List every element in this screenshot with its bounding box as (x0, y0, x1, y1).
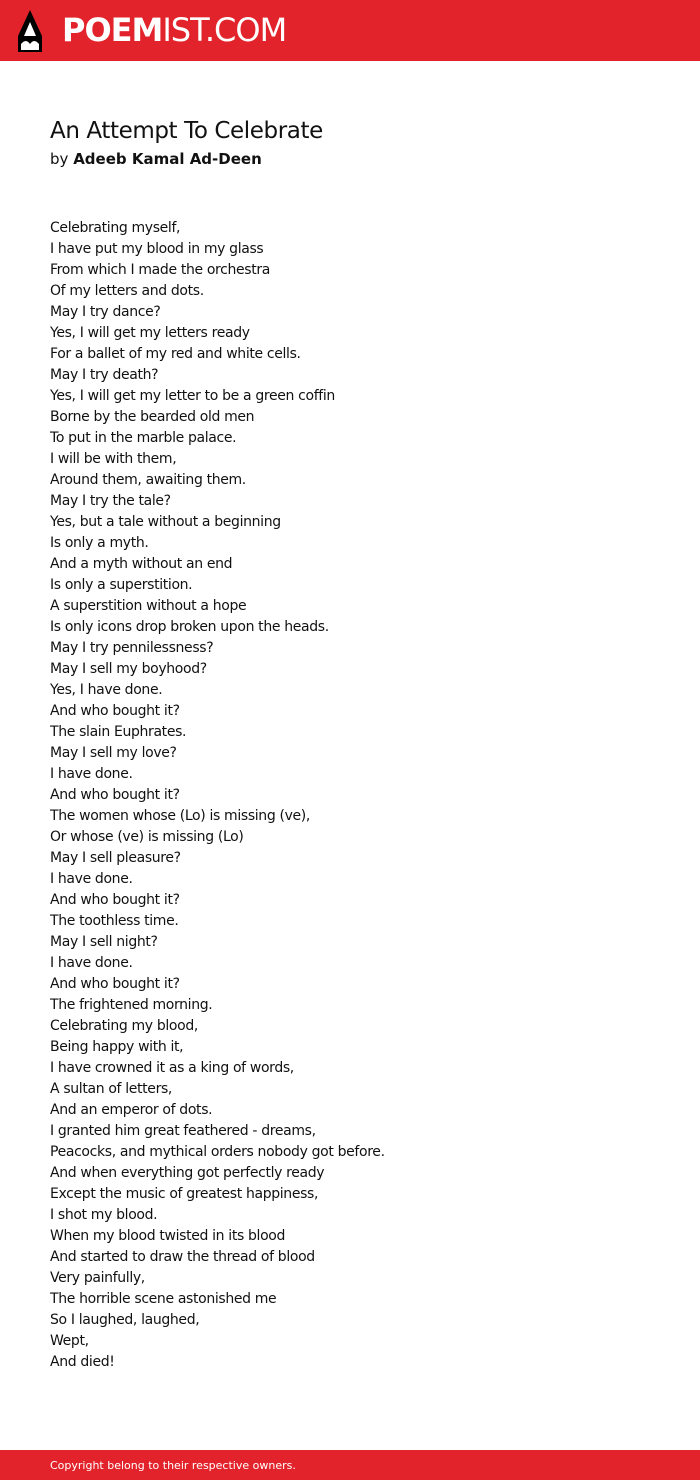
poem-line: Except the music of greatest happiness, (50, 1186, 319, 1202)
poem-line: Very painfully, (50, 1270, 145, 1286)
poem-line: And died! (50, 1354, 115, 1370)
poem-line: I have put my blood in my glass (50, 241, 264, 257)
poem-line: The toothless time. (50, 913, 179, 929)
by-label: by (50, 150, 69, 168)
poem-line: From which I made the orchestra (50, 262, 271, 278)
poem-line: Yes, I will get my letter to be a green coffin (50, 388, 335, 404)
poem-line: I granted him great feathered - dreams, (50, 1123, 316, 1139)
poem-line: And who bought it? (50, 787, 180, 803)
poem-line: Borne by the bearded old men (50, 409, 255, 425)
poem-line: May I sell night? (50, 934, 158, 950)
poem-line: Yes, I have done. (50, 682, 163, 698)
poem-line: A sultan of letters, (50, 1081, 173, 1097)
poem-line: Peacocks, and mythical orders nobody got before. (50, 1144, 385, 1160)
poem-line: May I sell my boyhood? (50, 661, 207, 677)
poem-line: When my blood twisted in its blood (50, 1228, 286, 1244)
poem-line: Celebrating myself, (50, 220, 181, 236)
poem-line: May I try death? (50, 367, 159, 383)
poem-title: An Attempt To Celebrate (50, 118, 323, 144)
poem-line: The frightened morning. (50, 997, 213, 1013)
poem-line: I have done. (50, 955, 133, 971)
poem-line: And started to draw the thread of blood (50, 1249, 315, 1265)
poem-line: So I laughed, laughed, (50, 1312, 200, 1328)
poem-line: Wept, (50, 1333, 89, 1349)
poem-line: To put in the marble palace. (50, 430, 237, 446)
poem-line: And who bought it? (50, 892, 180, 908)
poem-line: I will be with them, (50, 451, 177, 467)
copyright-notice: Copyright belong to their respective owners. (50, 1459, 296, 1472)
poem-line: Around them, awaiting them. (50, 472, 246, 488)
pencil-tip-icon[interactable] (18, 10, 42, 52)
poem-author: Adeeb Kamal Ad-Deen (73, 150, 262, 168)
poem-line: I have done. (50, 766, 133, 782)
poem-line: And who bought it? (50, 703, 180, 719)
poem-line: I have done. (50, 871, 133, 887)
poem-line: Is only a superstition. (50, 577, 193, 593)
poem-line: A superstition without a hope (50, 598, 247, 614)
site-logo[interactable] (62, 12, 286, 48)
poem-line: May I try dance? (50, 304, 161, 320)
poem-line: May I sell pleasure? (50, 850, 181, 866)
poem-line: Yes, I will get my letters ready (50, 325, 250, 341)
logo-brand-bold: POEM (62, 11, 163, 49)
poem-line: Being happy with it, (50, 1039, 184, 1055)
poem-byline (50, 148, 262, 170)
poem-line: I shot my blood. (50, 1207, 158, 1223)
poem-line: The women whose (Lo) is missing (ve), (50, 808, 310, 824)
poem-line: I have crowned it as a king of words, (50, 1060, 294, 1076)
poem-line: The slain Euphrates. (50, 724, 187, 740)
poem-line: Yes, but a tale without a beginning (50, 514, 281, 530)
poem-line: Or whose (ve) is missing (Lo) (50, 829, 244, 845)
poem-line: May I sell my love? (50, 745, 177, 761)
poem-line: And when everything got perfectly ready (50, 1165, 325, 1181)
logo-brand-light: IST.COM (162, 11, 287, 49)
poem-line: Is only a myth. (50, 535, 149, 551)
poem-line: For a ballet of my red and white cells. (50, 346, 301, 362)
site-footer (0, 1450, 700, 1480)
poem-line: Celebrating my blood, (50, 1018, 198, 1034)
site-header (0, 0, 700, 61)
poem-body (50, 218, 670, 1373)
poem-line: And a myth without an end (50, 556, 233, 572)
poem-line: May I try the tale? (50, 493, 171, 509)
poem-line: And an emperor of dots. (50, 1102, 213, 1118)
poem-line: The horrible scene astonished me (50, 1291, 277, 1307)
poem-line: Is only icons drop broken upon the heads. (50, 619, 329, 635)
poem-line: May I try pennilessness? (50, 640, 214, 656)
poem-line: Of my letters and dots. (50, 283, 204, 299)
poem-line: And who bought it? (50, 976, 180, 992)
